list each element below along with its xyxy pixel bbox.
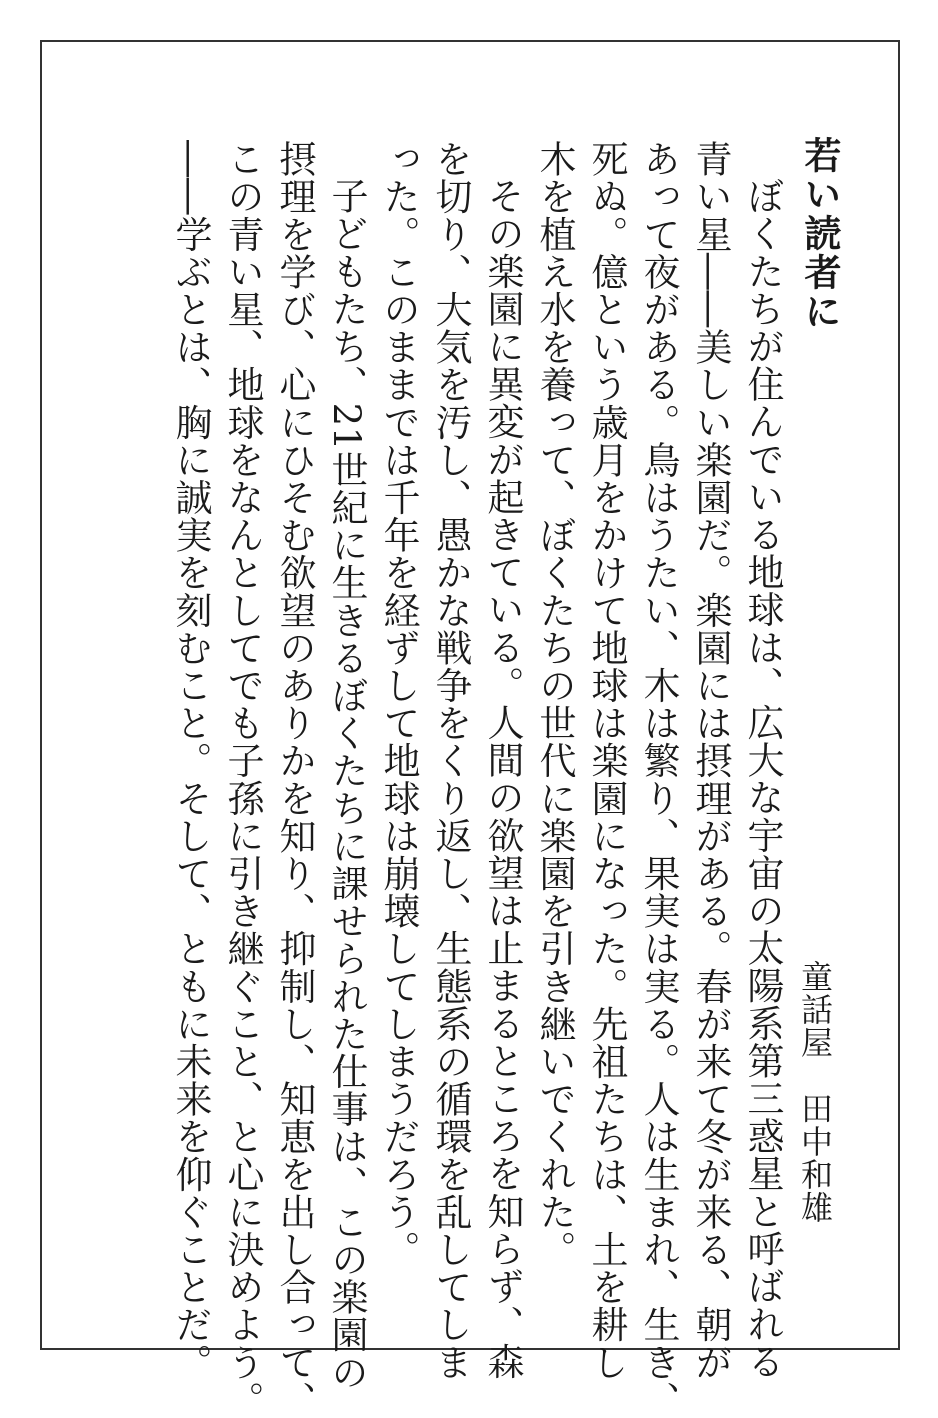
body-line: ぼくたちが住んでいる地球は、広大な宇宙の太陽系第三惑星と呼ばれる (741, 177, 784, 1381)
page-title: 若い読者に (798, 136, 841, 331)
body-line: った。このままでは千年を経ずして地球は崩壊してしまうだろう。 (377, 140, 420, 1268)
body-line: を切り、大気を汚し、愚かな戦争をくり返し、生態系の循環を乱してしま (429, 140, 472, 1381)
body-line: 摂理を学び、心にひそむ欲望のありかを知り、抑制し、知恵を出し合って、 (273, 140, 316, 1418)
body-line: 木を植え水を養って、ぼくたちの世代に楽園を引き継いでくれた。 (533, 140, 576, 1268)
body-line: あって夜がある。鳥はうたい、木は繁り、果実は実る。人は生まれ、生き、 (637, 140, 680, 1418)
body-line: 子どもたち、21世紀に生きるぼくたちに課せられた仕事は、この楽園の (325, 177, 368, 1391)
author-name: 童話屋 田中和雄 (796, 960, 834, 1224)
body-line: この青い星、地球をなんとしてでも子孫に引き継ぐこと、と心に決めよう。 (221, 140, 264, 1418)
body-line: その楽園に異変が起きている。人間の欲望は止まるところを知らず、森 (481, 177, 524, 1381)
body-line: 青い星――美しい楽園だ。楽園には摂理がある。春が来て冬が来る、朝が (689, 140, 732, 1381)
body-line: ――学ぶとは、胸に誠実を刻むこと。そして、ともに未来を仰ぐことだ。 (169, 140, 212, 1381)
body-text (164, 140, 788, 1418)
body-line: 死ぬ。億という歳月をかけて地球は楽園になった。先祖たちは、土を耕し (585, 140, 628, 1381)
